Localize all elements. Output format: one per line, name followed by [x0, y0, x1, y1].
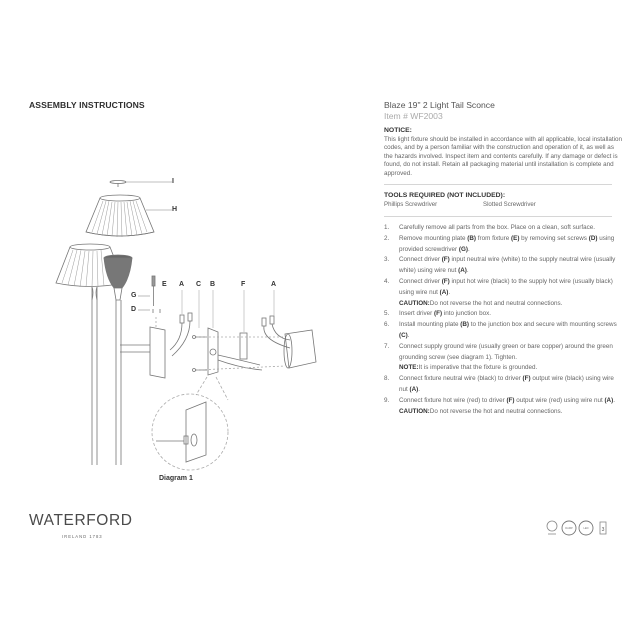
- finial-part-icon: [110, 181, 172, 188]
- step-number: 5.: [384, 310, 390, 318]
- brand-logo: WATERFORD: [29, 512, 133, 529]
- notice-heading: NOTICE:: [384, 127, 412, 134]
- step-text: Connect fixture hot wire (red) to driver (F) output wire (red) using wire nut (A).: [399, 396, 615, 404]
- callout-c: C: [196, 281, 202, 288]
- step-item: [384, 320, 624, 342]
- step-item: [384, 309, 624, 320]
- divider: [384, 184, 612, 185]
- callout-g: G: [131, 292, 137, 299]
- damp-label: DAMP: [565, 527, 573, 530]
- step-number: 8.: [384, 375, 390, 383]
- step-item: [384, 255, 624, 277]
- step-text: Connect fixture neutral wire (black) to driver (F) output wire (black) using wire nut (A).: [399, 375, 614, 393]
- item-number: Item # WF2003: [384, 111, 443, 121]
- tool-item: Slotted Screwdriver: [483, 201, 536, 209]
- mounting-plate-part-icon: [193, 328, 219, 375]
- callout-d: D: [131, 306, 137, 313]
- step-text: Connect driver (F) input neutral wire (white) to the supply neutral wire (usually white) using wire nut (A).: [399, 256, 616, 275]
- callout-e: E: [162, 281, 167, 288]
- step-number: 6.: [384, 321, 390, 329]
- section-heading: ASSEMBLY INSTRUCTIONS: [29, 100, 145, 110]
- led-label: LED: [583, 527, 589, 530]
- step-number: 1.: [384, 224, 390, 232]
- step-note: NOTE: It is imperative that the fixture is grounded.: [399, 364, 538, 372]
- certification-icons: [545, 518, 615, 540]
- product-title: Blaze 19" 2 Light Tail Sconce: [384, 100, 495, 110]
- step-number: 4.: [384, 278, 390, 286]
- step-item: [384, 234, 624, 256]
- step-text: Insert driver (F) into junction box.: [399, 310, 492, 318]
- notice-text: This light fixture should be installed in accordance with all applicable, local installation codes, and by a person familiar with the construction and operation of it, as well as the hazards involved. Inspect item and contents carefully. If any damage or defect is found, do not install. Retain all packaging material until installation is complete and approved.: [384, 136, 623, 177]
- wire-nut-left-part-icon: [170, 313, 192, 356]
- step-text: Carefully remove all parts from the box. Place on a clean, soft surface.: [399, 224, 595, 232]
- step-number: 2.: [384, 234, 390, 242]
- callout-f: F: [241, 281, 246, 288]
- callout-a-left: A: [179, 281, 185, 288]
- callout-a-right: A: [271, 281, 277, 288]
- tools-heading: TOOLS REQUIRED (NOT INCLUDED):: [384, 192, 506, 200]
- glass-cone-part-icon: [104, 255, 132, 465]
- step-item: [384, 374, 624, 396]
- shade-part-icon: [86, 195, 172, 237]
- step-item: [384, 342, 624, 364]
- step-text: Connect supply ground wire (usually green or bare copper) around the green grounding screw (see diagram 1). Tighten.: [399, 342, 613, 361]
- fixture-backplate-part-icon: [120, 317, 165, 378]
- step-text: Remove mounting plate (B) from fixture (E) by removing set screws (D) using provided screwdriver (G).: [399, 234, 615, 253]
- screwdriver-part-icon: [138, 276, 160, 313]
- divider: [384, 216, 612, 217]
- step-number: 3.: [384, 256, 390, 264]
- label-number: 3: [601, 527, 605, 533]
- step-item: [384, 396, 624, 407]
- step-text: Connect driver (F) input hot wire (black) to the supply hot wire (usually black) using wire nut (A).: [399, 278, 613, 296]
- steps-list: [384, 223, 624, 417]
- step-item: [384, 223, 624, 234]
- instructions-column: [384, 100, 624, 417]
- exploded-assembly-diagram: [0, 0, 370, 500]
- step-note: CAUTION: Do not reverse the hot and neutral connections.: [399, 299, 563, 307]
- ground-screw-detail-icon: [156, 402, 206, 462]
- step-text: Install mounting plate (B) to the junction box and secure with mounting screws (C).: [399, 321, 617, 339]
- driver-part-icon: [218, 333, 262, 370]
- diagram-caption: Diagram 1: [159, 475, 193, 482]
- step-number: 7.: [384, 342, 390, 350]
- tools-list: [384, 200, 624, 210]
- callout-b: B: [210, 281, 216, 288]
- step-note: CAUTION: Do not reverse the hot and neutral connections.: [399, 407, 563, 415]
- callout-i: I: [172, 178, 174, 185]
- etl-listed-icon: [547, 521, 557, 534]
- tool-item: Phillips Screwdriver: [384, 201, 438, 209]
- brand-tagline: IRELAND 1783: [62, 534, 103, 539]
- callout-h: H: [172, 206, 178, 213]
- detail-circle-diagram-1: [152, 377, 228, 470]
- step-item: [384, 277, 624, 299]
- step-number: 9.: [384, 396, 390, 404]
